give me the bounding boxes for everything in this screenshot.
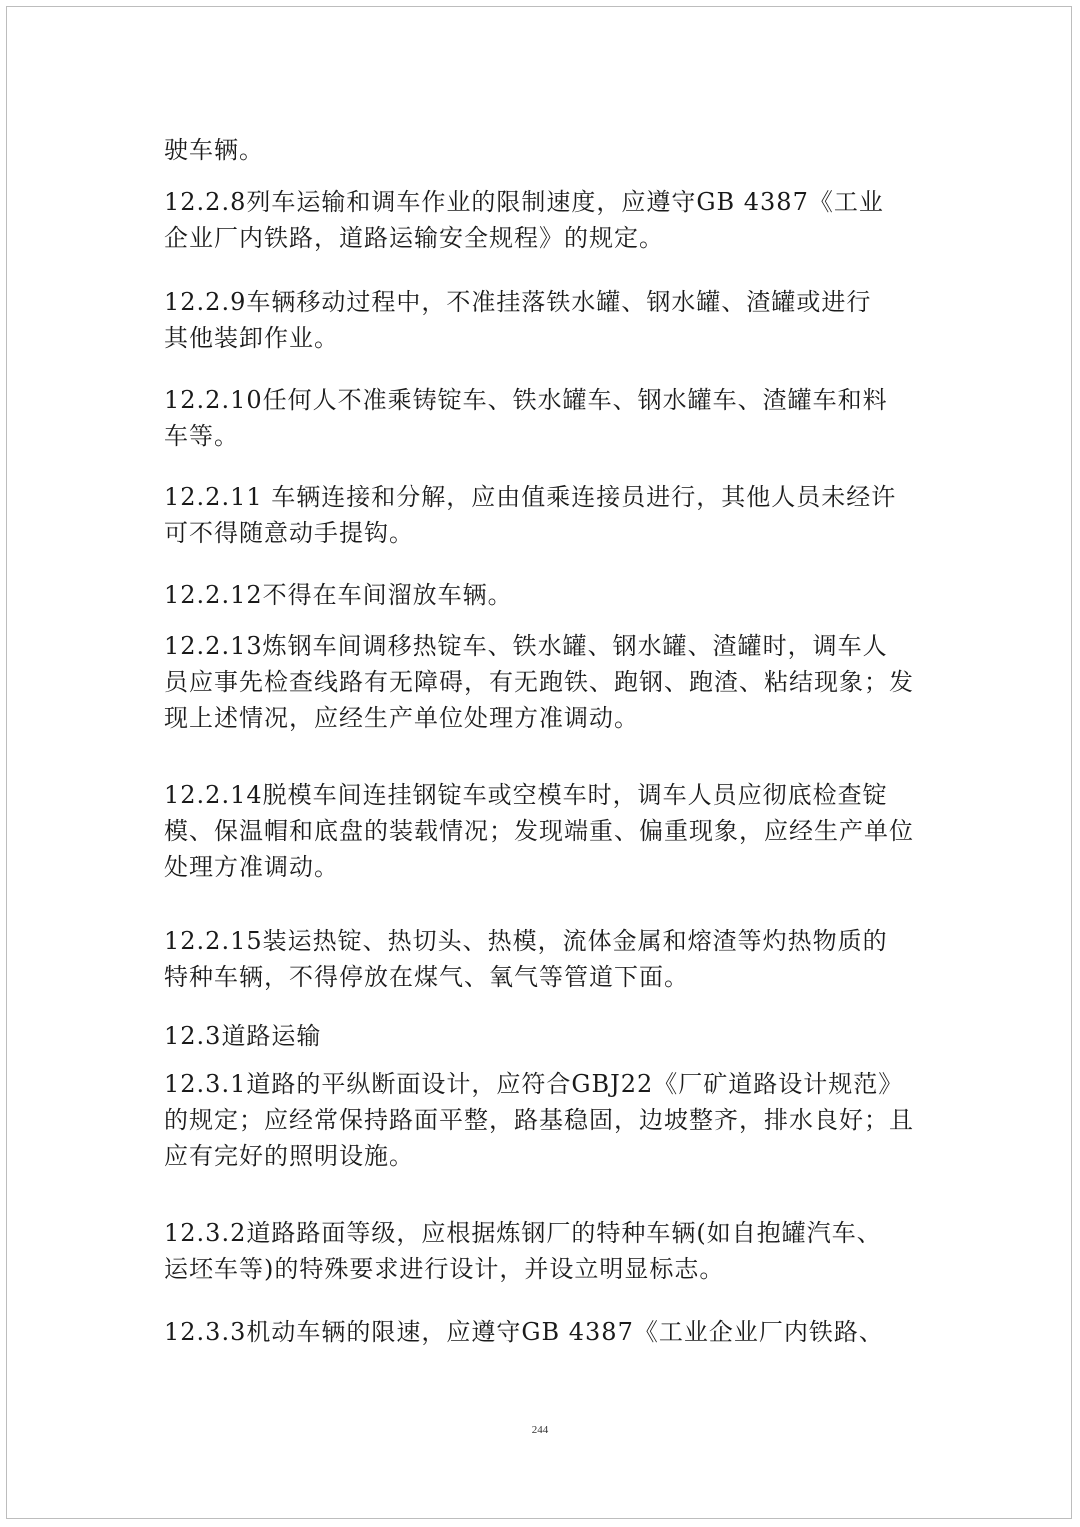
text-line: 其他装卸作业。 xyxy=(164,324,339,352)
text-line: 12.2.14脱模车间连挂钢锭车或空模车时，调车人员应彻底检查锭 xyxy=(164,781,888,809)
text-line: 12.2.13炼钢车间调移热锭车、铁水罐、钢水罐、渣罐时，调车人 xyxy=(164,632,888,660)
text-line: 12.2.10任何人不准乘铸锭车、铁水罐车、钢水罐车、渣罐车和料 xyxy=(164,386,888,414)
text-line: 处理方准调动。 xyxy=(164,853,339,881)
paragraph-12-2-11 xyxy=(164,479,916,551)
text-line: 车等。 xyxy=(164,422,239,450)
text-line: 12.3.2道路路面等级，应根据炼钢厂的特种车辆(如自抱罐汽车、 xyxy=(164,1219,882,1247)
text-line: 可不得随意动手提钩。 xyxy=(164,519,414,547)
text-line: 12.3.1道路的平纵断面设计，应符合GBJ22《厂矿道路设计规范》 xyxy=(164,1070,904,1098)
paragraph-12-2-8 xyxy=(164,184,916,256)
text-line: 12.2.15装运热锭、热切头、热模，流体金属和熔渣等灼热物质的 xyxy=(164,927,888,955)
text-line: 12.2.12不得在车间溜放车辆。 xyxy=(164,581,513,609)
paragraph-12-2-14 xyxy=(164,777,916,885)
text-line: 驶车辆。 xyxy=(164,136,264,164)
paragraph-12-2-9 xyxy=(164,284,916,356)
text-line: 模、保温帽和底盘的装载情况；发现端重、偏重现象，应经生产单位 xyxy=(164,817,914,845)
text-line: 的规定；应经常保持路面平整，路基稳固，边坡整齐，排水良好；且 xyxy=(164,1106,914,1134)
paragraph-12-2-13 xyxy=(164,628,916,736)
text-line: 12.3道路运输 xyxy=(164,1022,322,1050)
text-line: 12.2.11 车辆连接和分解，应由值乘连接员进行，其他人员未经许 xyxy=(164,483,897,511)
paragraph-12-2-10 xyxy=(164,382,916,454)
page-number: 244 xyxy=(531,1424,549,1436)
text-line: 应有完好的照明设施。 xyxy=(164,1142,414,1170)
section-heading-12-3 xyxy=(164,1018,916,1054)
text-line: 特种车辆，不得停放在煤气、氧气等管道下面。 xyxy=(164,963,689,991)
paragraph-continuation xyxy=(164,132,916,168)
paragraph-12-3-1 xyxy=(164,1066,916,1174)
paragraph-12-3-3 xyxy=(164,1314,916,1350)
paragraph-12-2-15 xyxy=(164,923,916,995)
text-line: 运坯车等)的特殊要求进行设计，并设立明显标志。 xyxy=(164,1255,725,1283)
text-line: 现上述情况，应经生产单位处理方准调动。 xyxy=(164,704,639,732)
text-line: 企业厂内铁路，道路运输安全规程》的规定。 xyxy=(164,224,664,252)
paragraph-12-3-2 xyxy=(164,1215,916,1287)
text-line: 12.2.9车辆移动过程中，不准挂落铁水罐、钢水罐、渣罐或进行 xyxy=(164,288,872,316)
paragraph-12-2-12 xyxy=(164,577,916,613)
text-line: 员应事先检查线路有无障碍，有无跑铁、跑钢、跑渣、粘结现象；发 xyxy=(164,668,914,696)
document-body xyxy=(164,132,916,1350)
text-line: 12.2.8列车运输和调车作业的限制速度，应遵守GB 4387《工业 xyxy=(164,188,884,216)
text-line: 12.3.3机动车辆的限速，应遵守GB 4387《工业企业厂内铁路、 xyxy=(164,1318,884,1346)
